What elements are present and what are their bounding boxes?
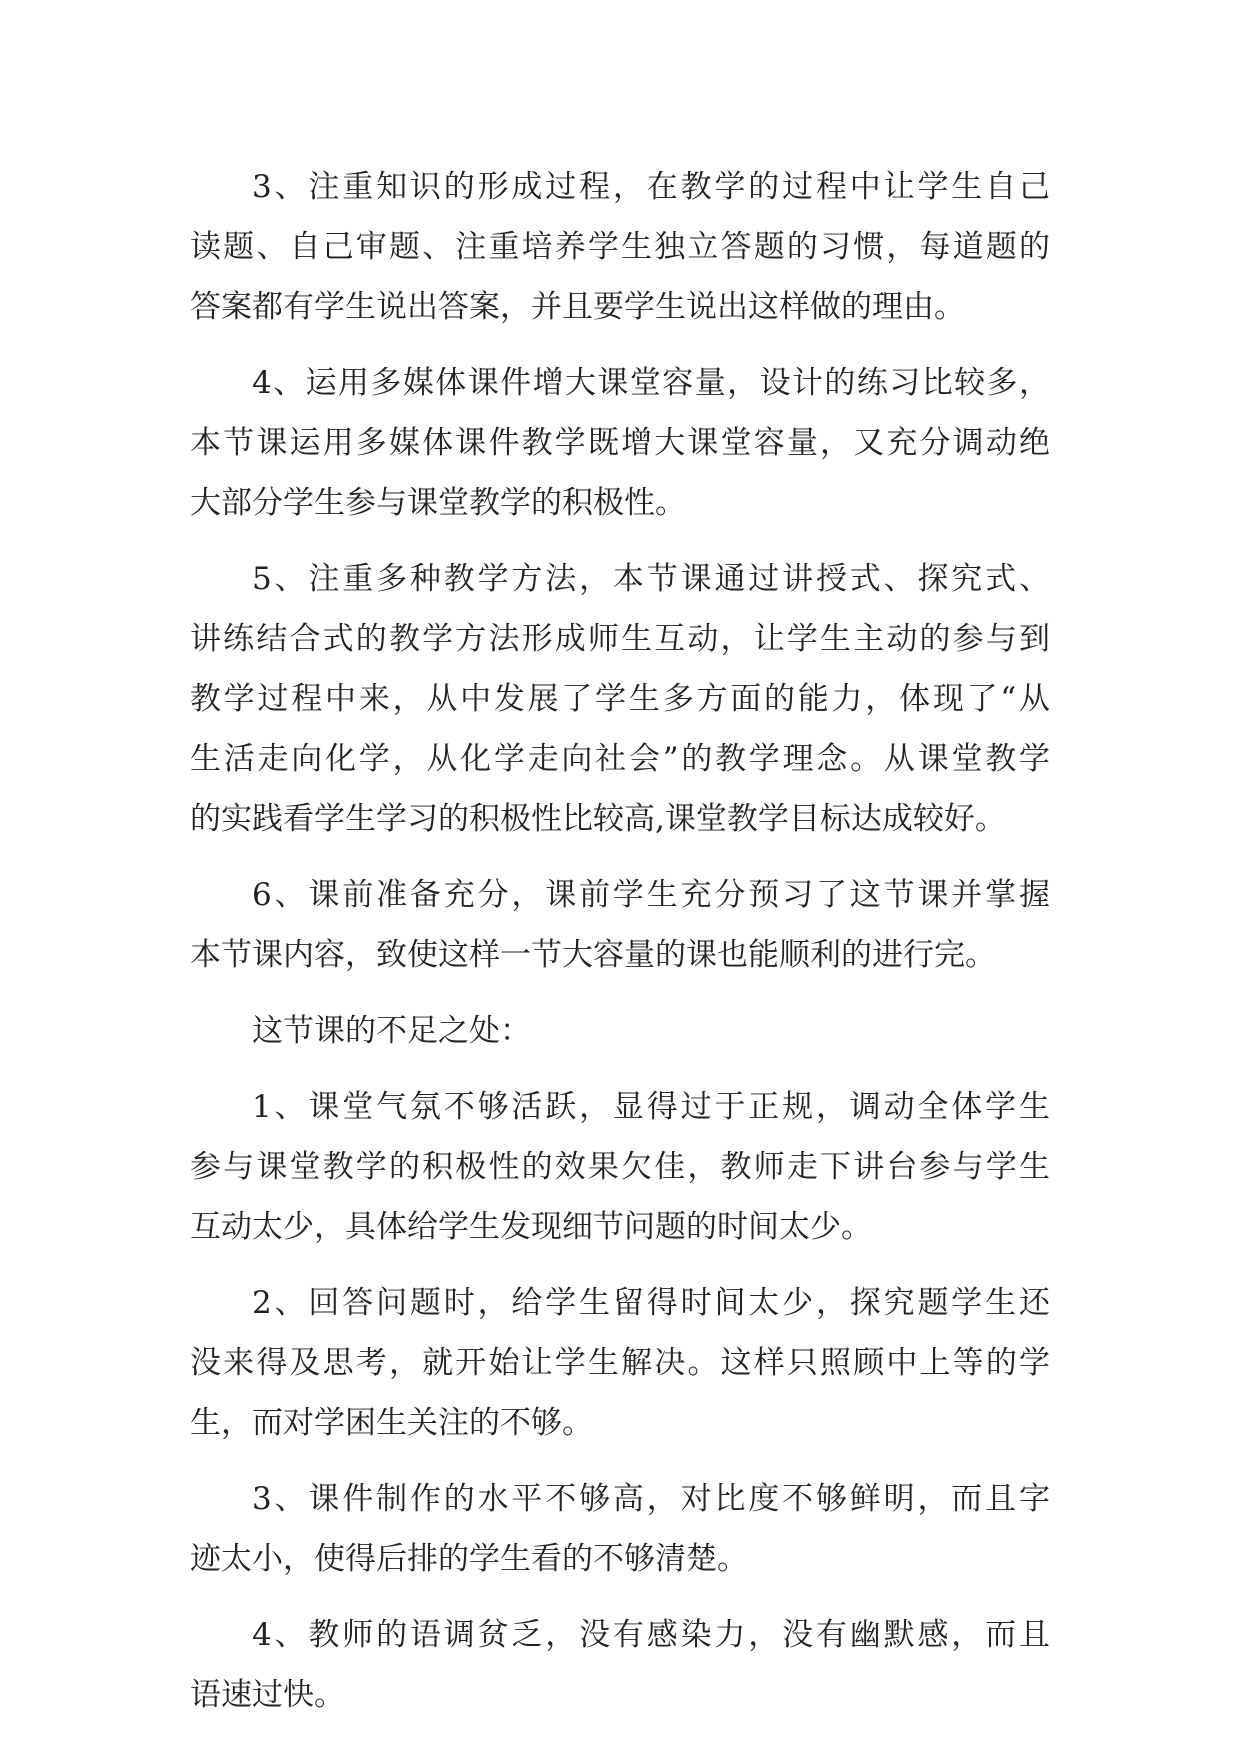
paragraph-line: 3、注重知识的形成过程，在教学的过程中让学生自己 (252, 169, 1050, 205)
paragraph-line: 1、课堂气氛不够活跃，显得过于正规，调动全体学生 (252, 1089, 1050, 1125)
paragraph (190, 157, 1050, 337)
paragraph-line: 读题、自己审题、注重培养学生独立答题的习惯，每道题的 (190, 229, 1050, 265)
paragraph (190, 549, 1050, 849)
paragraph (190, 1605, 1050, 1725)
paragraph-line: 5、注重多种教学方法，本节课通过讲授式、探究式、 (252, 561, 1050, 597)
paragraph-line: 答案都有学生说出答案，并且要学生说出这样做的理由。 (190, 289, 965, 325)
paragraph-line: 生，而对学困生关注的不够。 (190, 1405, 593, 1441)
paragraph (190, 1469, 1050, 1589)
paragraph-line: 讲练结合式的教学方法形成师生互动，让学生主动的参与到 (190, 621, 1050, 657)
paragraph-line: 本节课内容，致使这样一节大容量的课也能顺利的进行完。 (190, 937, 996, 973)
section-heading (190, 1001, 1050, 1061)
paragraph-line: 2、回答问题时，给学生留得时间太少，探究题学生还 (252, 1285, 1050, 1321)
document-body (190, 157, 1050, 1725)
paragraph (190, 353, 1050, 533)
paragraph (190, 1077, 1050, 1257)
paragraph-line: 互动太少，具体给学生发现细节问题的时间太少。 (190, 1209, 872, 1245)
paragraph-line: 生活走向化学，从化学走向社会”的教学理念。从课堂教学 (190, 741, 1050, 777)
paragraph (190, 865, 1050, 985)
paragraph-line: 的实践看学生学习的积极性比较高,课堂教学目标达成较好。 (190, 801, 1006, 837)
paragraph-line: 参与课堂教学的积极性的效果欠佳，教师走下讲台参与学生 (190, 1149, 1050, 1185)
paragraph-line: 3、课件制作的水平不够高，对比度不够鲜明，而且字 (252, 1481, 1050, 1517)
paragraph-line: 大部分学生参与课堂教学的积极性。 (190, 485, 686, 521)
paragraph-line: 本节课运用多媒体课件教学既增大课堂容量，又充分调动绝 (190, 425, 1050, 461)
paragraph-line: 4、教师的语调贫乏，没有感染力，没有幽默感，而且 (252, 1617, 1050, 1653)
paragraph-line: 教学过程中来，从中发展了学生多方面的能力，体现了“从 (190, 681, 1050, 717)
paragraph-line: 4、运用多媒体课件增大课堂容量，设计的练习比较多， (252, 365, 1050, 401)
paragraph-line: 没来得及思考，就开始让学生解决。这样只照顾中上等的学 (190, 1345, 1050, 1381)
paragraph (190, 1273, 1050, 1453)
paragraph-line: 6、课前准备充分，课前学生充分预习了这节课并掌握 (252, 877, 1050, 913)
paragraph-line: 迹太小，使得后排的学生看的不够清楚。 (190, 1541, 748, 1577)
paragraph-line: 语速过快。 (190, 1677, 345, 1713)
paragraph-line: 这节课的不足之处： (252, 1013, 531, 1049)
